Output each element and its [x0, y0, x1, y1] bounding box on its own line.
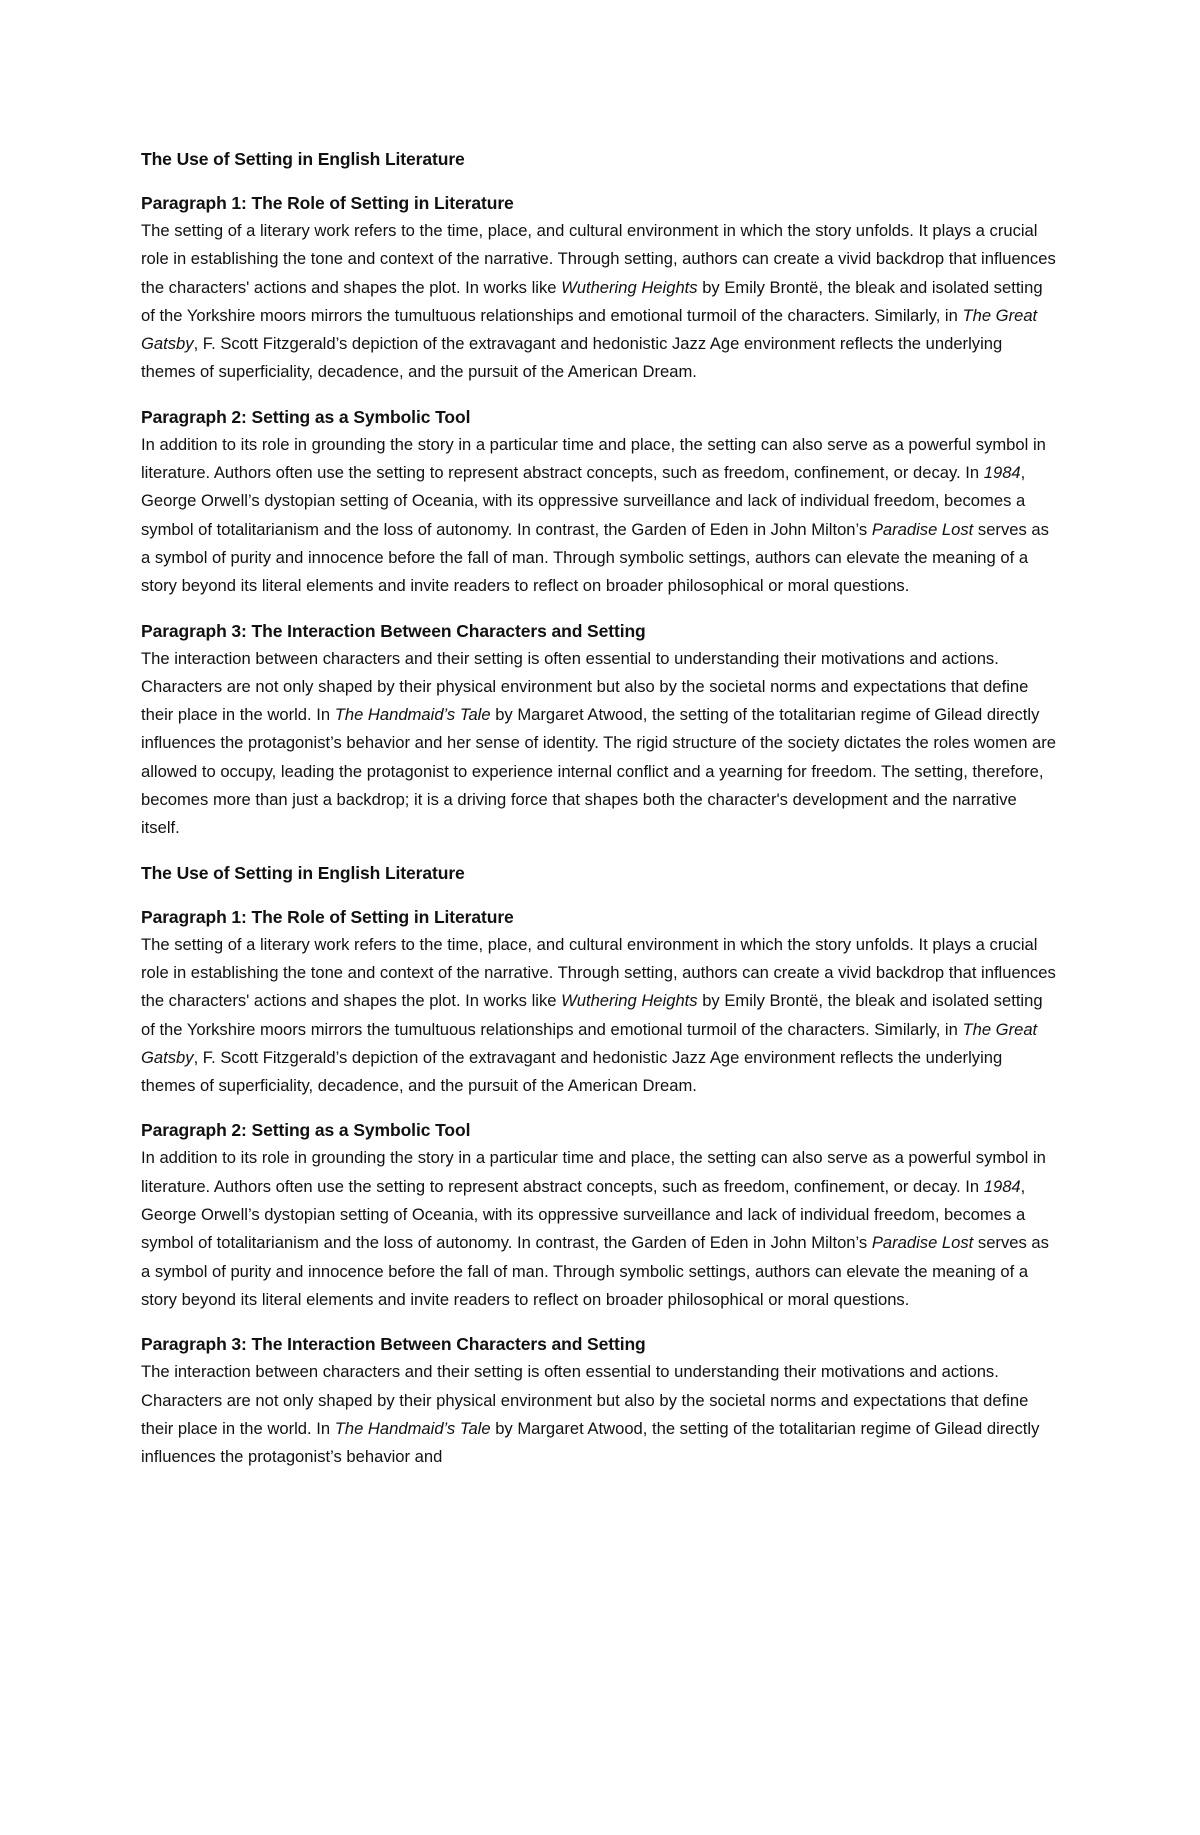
- paragraph-text: [141, 431, 1060, 601]
- paragraph-text: [141, 217, 1060, 387]
- text-run: , F. Scott Fitzgerald’s depiction of the extravagant and hedonistic Jazz Age environment reflects the underlying themes of superficiality, decadence, and the pursuit of the American Dream.: [141, 334, 1003, 382]
- italic-title: Wuthering Heights: [561, 277, 698, 297]
- italic-title: Paradise Lost: [871, 1233, 974, 1253]
- italic-title: The Great Gatsby: [141, 305, 1038, 354]
- document-title: The Use of Setting in English Literature: [141, 149, 465, 169]
- section-paragraph-2: [141, 1116, 1060, 1314]
- paragraph-text: [141, 1144, 1060, 1314]
- italic-title: The Great Gatsby: [141, 1019, 1038, 1067]
- italic-title: Wuthering Heights: [561, 991, 698, 1011]
- text-run: , F. Scott Fitzgerald’s depiction of the extravagant and hedonistic Jazz Age environment reflects the underlying themes of superficiality, decadence, and the pursuit of the American Dream.: [141, 1047, 1003, 1096]
- paragraph-text: [141, 645, 1060, 843]
- section-paragraph-1: [141, 189, 1060, 387]
- text-run: serves as a symbol of purity and innocence before the fall of man. Through symbolic settings, authors can elevate the meaning of a story beyond its literal elements and invite readers to reflect on broader philosophical or moral questions.: [141, 1233, 1049, 1309]
- paragraph-text: [141, 1358, 1060, 1471]
- section-paragraph-3: [141, 1330, 1060, 1471]
- italic-title: 1984: [983, 1176, 1021, 1196]
- text-run: In addition to its role in grounding the story in a particular time and place, the setting can also serve as a powerful symbol in literature. Authors often use the setting to represent abstract concepts, such as freedom, confinement, or decay. In: [141, 1148, 1046, 1196]
- italic-title: Paradise Lost: [871, 519, 974, 539]
- italic-title: 1984: [983, 463, 1021, 483]
- section-paragraph-1: [141, 903, 1060, 1101]
- text-run: , George Orwell’s dystopian setting of Oceania, with its oppressive surveillance and lack of individual freedom, becomes a symbol of totalitarianism and the loss of autonomy. In contrast, the Garden of Eden in John Milton’s: [141, 463, 1026, 539]
- text-run: by Margaret Atwood, the setting of the totalitarian regime of Gilead directly influences the protagonist’s behavior and her sense of identity. The rigid structure of the society dictates the roles women are allowed to occupy, leading the protagonist to experience internal conflict and a yearning for freedom. The setting, therefore, becomes more than just a backdrop; it is a driving force that shapes both the character's development and the narrative itself.: [141, 705, 1057, 838]
- section-heading: Paragraph 2: Setting as a Symbolic Tool: [141, 1120, 471, 1141]
- text-run: The interaction between characters and their setting is often essential to understanding their motivations and actions. Characters are not only shaped by their physical environment but also by the societal norms and expectations that define their place in the world. In: [141, 1362, 1029, 1438]
- section-heading: Paragraph 3: The Interaction Between Characters and Setting: [141, 1334, 646, 1355]
- section-paragraph-3: [141, 617, 1060, 843]
- italic-title: The Handmaid’s Tale: [334, 705, 491, 725]
- section-heading: Paragraph 1: The Role of Setting in Literature: [141, 193, 514, 213]
- section-heading: Paragraph 1: The Role of Setting in Literature: [141, 906, 514, 927]
- italic-title: The Handmaid’s Tale: [334, 1418, 491, 1438]
- document-title: The Use of Setting in English Literature: [141, 862, 465, 883]
- section-heading: Paragraph 3: The Interaction Between Characters and Setting: [141, 620, 646, 641]
- text-run: The setting of a literary work refers to the time, place, and cultural environment in which the story unfolds. It plays a crucial role in establishing the tone and context of the narrative. Through setting, authors can create a vivid backdrop that influences the characters' actions and shapes the plot. In works like: [141, 221, 1056, 297]
- text-run: by Emily Brontë, the bleak and isolated setting of the Yorkshire moors mirrors the tumultuous relationships and emotional turmoil of the characters. Similarly, in: [141, 991, 1043, 1039]
- text-run: by Margaret Atwood, the setting of the totalitarian regime of Gilead directly influences the protagonist’s behavior and: [141, 1418, 1040, 1467]
- text-run: In addition to its role in grounding the story in a particular time and place, the setting can also serve as a powerful symbol in literature. Authors often use the setting to represent abstract concepts, such as freedom, confinement, or decay. In: [141, 434, 1046, 483]
- document-body: [141, 145, 1060, 1471]
- paragraph-text: [141, 931, 1060, 1101]
- text-run: by Emily Brontë, the bleak and isolated setting of the Yorkshire moors mirrors the tumultuous relationships and emotional turmoil of the characters. Similarly, in: [141, 277, 1043, 325]
- text-run: serves as a symbol of purity and innocence before the fall of man. Through symbolic settings, authors can elevate the meaning of a story beyond its literal elements and invite readers to reflect on broader philosophical or moral questions.: [141, 519, 1049, 596]
- text-run: The setting of a literary work refers to the time, place, and cultural environment in which the story unfolds. It plays a crucial role in establishing the tone and context of the narrative. Through setting, authors can create a vivid backdrop that influences the characters' actions and shapes the plot. In works like: [141, 934, 1056, 1011]
- section-heading: Paragraph 2: Setting as a Symbolic Tool: [141, 406, 471, 427]
- text-run: , George Orwell’s dystopian setting of Oceania, with its oppressive surveillance and lack of individual freedom, becomes a symbol of totalitarianism and the loss of autonomy. In contrast, the Garden of Eden in John Milton’s: [141, 1176, 1026, 1253]
- section-paragraph-2: [141, 403, 1060, 601]
- text-run: The interaction between characters and their setting is often essential to understanding their motivations and actions. Characters are not only shaped by their physical environment but also by the societal norms and expectations that define their place in the world. In: [141, 648, 1029, 725]
